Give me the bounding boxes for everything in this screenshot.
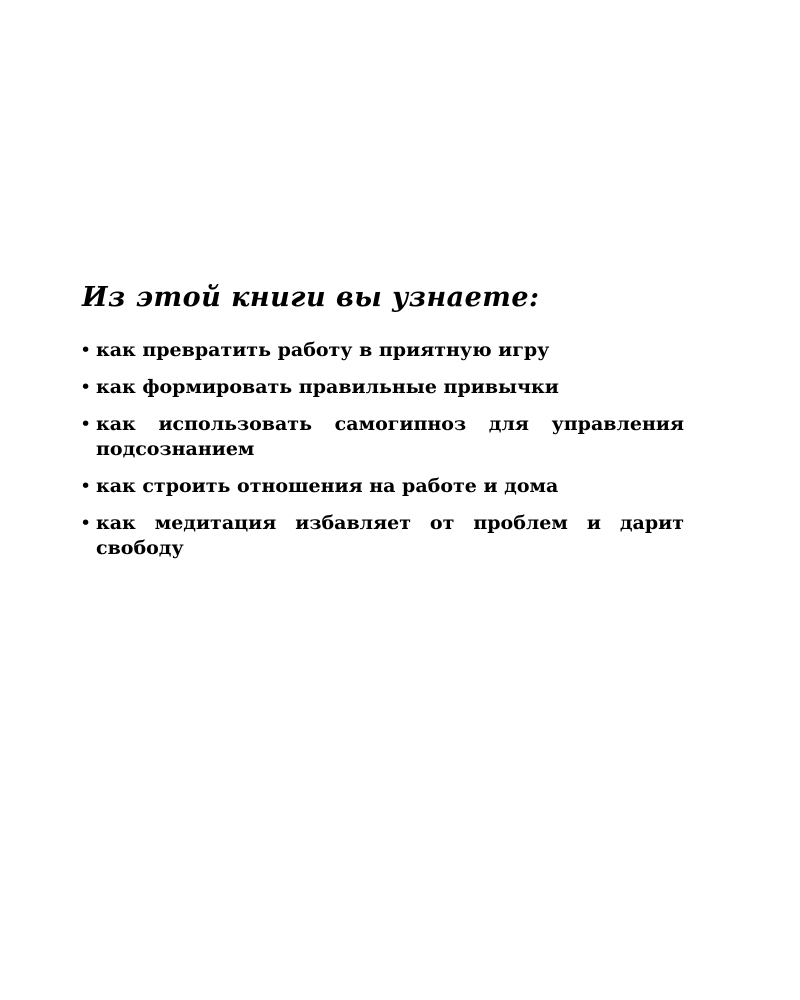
list-item-text: как использовать самогипноз для управления подсознанием bbox=[96, 413, 684, 460]
bullet-icon: • bbox=[80, 413, 92, 435]
list-item-text: как строить отношения на работе и дома bbox=[96, 475, 559, 497]
bullet-icon: • bbox=[80, 512, 92, 534]
list-item bbox=[80, 412, 684, 462]
bullet-icon: • bbox=[80, 376, 92, 398]
bullet-icon: • bbox=[80, 475, 92, 497]
list-item-text: как формировать правильные привычки bbox=[96, 376, 559, 398]
bullet-icon: • bbox=[80, 339, 92, 361]
benefits-list bbox=[80, 338, 684, 561]
list-item bbox=[80, 511, 684, 561]
list-item bbox=[80, 474, 684, 499]
page-heading: Из этой книги вы узнаете: bbox=[82, 282, 540, 313]
list-item-text: как превратить работу в приятную игру bbox=[96, 339, 550, 361]
list-item-text: как медитация избавляет от проблем и дарит свободу bbox=[96, 512, 684, 559]
list-item bbox=[80, 338, 684, 363]
list-item bbox=[80, 375, 684, 400]
